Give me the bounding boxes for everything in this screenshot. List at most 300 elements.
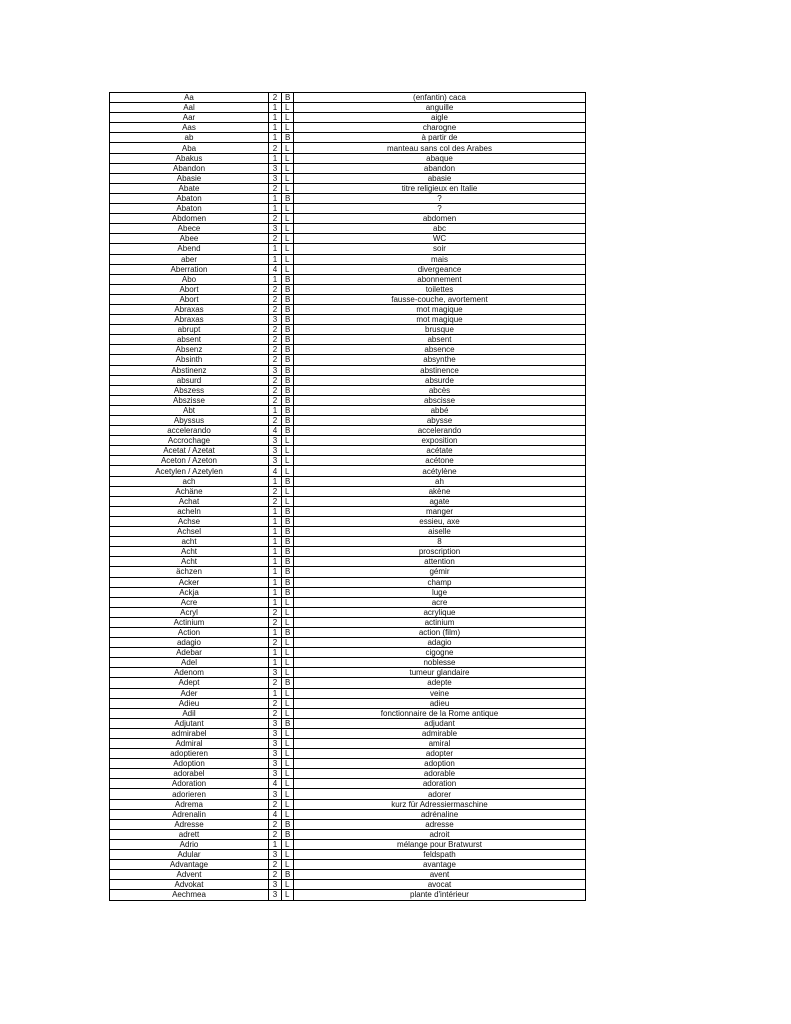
translation-cell: acétone <box>294 456 586 466</box>
word-cell: Abend <box>110 244 269 254</box>
type-cell: B <box>282 345 294 355</box>
type-cell: B <box>282 365 294 375</box>
table-row <box>110 294 586 304</box>
translation-cell: acétylène <box>294 466 586 476</box>
syllable-count-cell: 2 <box>269 860 282 870</box>
syllable-count-cell: 2 <box>269 708 282 718</box>
word-cell: accelerando <box>110 426 269 436</box>
type-cell: L <box>282 597 294 607</box>
type-cell: L <box>282 749 294 759</box>
syllable-count-cell: 2 <box>269 375 282 385</box>
syllable-count-cell: 1 <box>269 527 282 537</box>
syllable-count-cell: 2 <box>269 416 282 426</box>
syllable-count-cell: 3 <box>269 739 282 749</box>
table-row <box>110 143 586 153</box>
word-cell: absent <box>110 335 269 345</box>
word-cell: Aa <box>110 93 269 103</box>
translation-cell: brusque <box>294 325 586 335</box>
table-row <box>110 506 586 516</box>
type-cell: L <box>282 173 294 183</box>
translation-cell: essieu, axe <box>294 516 586 526</box>
table-row <box>110 416 586 426</box>
table-row <box>110 214 586 224</box>
word-cell: Achse <box>110 516 269 526</box>
word-cell: Ader <box>110 688 269 698</box>
table-row <box>110 446 586 456</box>
word-cell: Adept <box>110 678 269 688</box>
word-cell: Achat <box>110 496 269 506</box>
syllable-count-cell: 2 <box>269 183 282 193</box>
table-row <box>110 284 586 294</box>
word-cell: Acht <box>110 547 269 557</box>
syllable-count-cell: 1 <box>269 103 282 113</box>
translation-cell: à partir de <box>294 133 586 143</box>
vocabulary-table <box>109 92 586 901</box>
table-row <box>110 355 586 365</box>
table-row <box>110 698 586 708</box>
syllable-count-cell: 1 <box>269 254 282 264</box>
type-cell: L <box>282 890 294 900</box>
type-cell: L <box>282 204 294 214</box>
word-cell: adorabel <box>110 769 269 779</box>
table-row <box>110 254 586 264</box>
syllable-count-cell: 2 <box>269 93 282 103</box>
table-row <box>110 224 586 234</box>
syllable-count-cell: 1 <box>269 839 282 849</box>
syllable-count-cell: 1 <box>269 113 282 123</box>
word-cell: Achäne <box>110 486 269 496</box>
translation-cell: absurde <box>294 375 586 385</box>
type-cell: L <box>282 648 294 658</box>
word-cell: Adrio <box>110 839 269 849</box>
syllable-count-cell: 1 <box>269 627 282 637</box>
table-row <box>110 638 586 648</box>
type-cell: L <box>282 789 294 799</box>
translation-cell: abonnement <box>294 274 586 284</box>
translation-cell: mot magique <box>294 315 586 325</box>
word-cell: acheln <box>110 506 269 516</box>
translation-cell: avent <box>294 870 586 880</box>
word-cell: Adrenalin <box>110 809 269 819</box>
word-cell: Adoption <box>110 759 269 769</box>
syllable-count-cell: 3 <box>269 668 282 678</box>
word-cell: Advokat <box>110 880 269 890</box>
word-cell: Advent <box>110 870 269 880</box>
type-cell: B <box>282 193 294 203</box>
syllable-count-cell: 1 <box>269 597 282 607</box>
translation-cell: actinium <box>294 617 586 627</box>
syllable-count-cell: 1 <box>269 506 282 516</box>
syllable-count-cell: 1 <box>269 567 282 577</box>
type-cell: B <box>282 335 294 345</box>
translation-cell: adoration <box>294 779 586 789</box>
type-cell: L <box>282 446 294 456</box>
word-cell: Adjutant <box>110 718 269 728</box>
translation-cell: soir <box>294 244 586 254</box>
table-row <box>110 496 586 506</box>
translation-cell: plante d'intérieur <box>294 890 586 900</box>
type-cell: L <box>282 779 294 789</box>
syllable-count-cell: 3 <box>269 769 282 779</box>
syllable-count-cell: 3 <box>269 436 282 446</box>
word-cell: adorieren <box>110 789 269 799</box>
type-cell: B <box>282 718 294 728</box>
word-cell: Adoration <box>110 779 269 789</box>
word-cell: Aas <box>110 123 269 133</box>
type-cell: L <box>282 214 294 224</box>
syllable-count-cell: 2 <box>269 819 282 829</box>
table-row <box>110 809 586 819</box>
type-cell: B <box>282 870 294 880</box>
word-cell: ab <box>110 133 269 143</box>
syllable-count-cell: 3 <box>269 173 282 183</box>
translation-cell: noblesse <box>294 658 586 668</box>
syllable-count-cell: 2 <box>269 698 282 708</box>
syllable-count-cell: 3 <box>269 315 282 325</box>
word-cell: Abraxas <box>110 315 269 325</box>
syllable-count-cell: 1 <box>269 193 282 203</box>
translation-cell: anguille <box>294 103 586 113</box>
word-cell: adagio <box>110 638 269 648</box>
word-cell: Abakus <box>110 153 269 163</box>
translation-cell: fausse-couche, avortement <box>294 294 586 304</box>
translation-cell: avocat <box>294 880 586 890</box>
type-cell: L <box>282 466 294 476</box>
syllable-count-cell: 2 <box>269 294 282 304</box>
syllable-count-cell: 2 <box>269 335 282 345</box>
type-cell: L <box>282 264 294 274</box>
table-row <box>110 850 586 860</box>
type-cell: L <box>282 809 294 819</box>
word-cell: Acetat / Azetat <box>110 446 269 456</box>
table-row <box>110 708 586 718</box>
table-row <box>110 567 586 577</box>
translation-cell: abscisse <box>294 395 586 405</box>
word-cell: Adular <box>110 850 269 860</box>
translation-cell: abdomen <box>294 214 586 224</box>
word-cell: adrett <box>110 829 269 839</box>
word-cell: Abee <box>110 234 269 244</box>
syllable-count-cell: 2 <box>269 638 282 648</box>
word-cell: Acht <box>110 557 269 567</box>
translation-cell: abandon <box>294 163 586 173</box>
word-cell: Abstinenz <box>110 365 269 375</box>
syllable-count-cell: 2 <box>269 678 282 688</box>
translation-cell: abbé <box>294 405 586 415</box>
translation-cell: adrénaline <box>294 809 586 819</box>
syllable-count-cell: 1 <box>269 133 282 143</box>
translation-cell: acrylique <box>294 607 586 617</box>
translation-cell: ? <box>294 193 586 203</box>
type-cell: L <box>282 607 294 617</box>
table-row <box>110 123 586 133</box>
table-row <box>110 587 586 597</box>
syllable-count-cell: 1 <box>269 587 282 597</box>
table-row <box>110 678 586 688</box>
syllable-count-cell: 2 <box>269 214 282 224</box>
table-row <box>110 749 586 759</box>
translation-cell: accelerando <box>294 426 586 436</box>
translation-cell: adroit <box>294 829 586 839</box>
word-cell: adoptieren <box>110 749 269 759</box>
word-cell: Aceton / Azeton <box>110 456 269 466</box>
translation-cell: kurz für Adressiermaschine <box>294 799 586 809</box>
type-cell: B <box>282 325 294 335</box>
table-row <box>110 617 586 627</box>
word-cell: Adenom <box>110 668 269 678</box>
translation-cell: gémir <box>294 567 586 577</box>
table-row <box>110 577 586 587</box>
type-cell: L <box>282 698 294 708</box>
type-cell: B <box>282 395 294 405</box>
syllable-count-cell: 2 <box>269 496 282 506</box>
word-cell: Action <box>110 627 269 637</box>
type-cell: B <box>282 476 294 486</box>
type-cell: L <box>282 839 294 849</box>
word-cell: Abaton <box>110 204 269 214</box>
syllable-count-cell: 1 <box>269 123 282 133</box>
type-cell: B <box>282 567 294 577</box>
type-cell: B <box>282 304 294 314</box>
syllable-count-cell: 3 <box>269 163 282 173</box>
translation-cell: abaque <box>294 153 586 163</box>
table-row <box>110 163 586 173</box>
syllable-count-cell: 2 <box>269 325 282 335</box>
type-cell: L <box>282 153 294 163</box>
syllable-count-cell: 2 <box>269 304 282 314</box>
translation-cell: aigle <box>294 113 586 123</box>
translation-cell: action (film) <box>294 627 586 637</box>
word-cell: Abort <box>110 284 269 294</box>
word-cell: Advantage <box>110 860 269 870</box>
translation-cell: ? <box>294 204 586 214</box>
translation-cell: adorable <box>294 769 586 779</box>
syllable-count-cell: 2 <box>269 143 282 153</box>
type-cell: L <box>282 456 294 466</box>
syllable-count-cell: 3 <box>269 749 282 759</box>
translation-cell: divergeance <box>294 264 586 274</box>
translation-cell: luge <box>294 587 586 597</box>
syllable-count-cell: 4 <box>269 264 282 274</box>
type-cell: L <box>282 688 294 698</box>
table-row <box>110 183 586 193</box>
word-cell: absurd <box>110 375 269 385</box>
type-cell: B <box>282 506 294 516</box>
translation-cell: acétate <box>294 446 586 456</box>
table-row <box>110 173 586 183</box>
word-cell: Adebar <box>110 648 269 658</box>
word-cell: admirabel <box>110 728 269 738</box>
type-cell: B <box>282 516 294 526</box>
translation-cell: akène <box>294 486 586 496</box>
word-cell: Aberration <box>110 264 269 274</box>
translation-cell: mot magique <box>294 304 586 314</box>
translation-cell: manger <box>294 506 586 516</box>
translation-cell: proscription <box>294 547 586 557</box>
type-cell: L <box>282 496 294 506</box>
word-cell: acht <box>110 537 269 547</box>
syllable-count-cell: 2 <box>269 234 282 244</box>
syllable-count-cell: 1 <box>269 244 282 254</box>
table-row <box>110 426 586 436</box>
table-row <box>110 476 586 486</box>
translation-cell: titre religieux en Italie <box>294 183 586 193</box>
syllable-count-cell: 1 <box>269 153 282 163</box>
word-cell: Adel <box>110 658 269 668</box>
syllable-count-cell: 2 <box>269 829 282 839</box>
word-cell: Ackja <box>110 587 269 597</box>
type-cell: B <box>282 627 294 637</box>
syllable-count-cell: 2 <box>269 345 282 355</box>
syllable-count-cell: 3 <box>269 890 282 900</box>
word-cell: Adieu <box>110 698 269 708</box>
type-cell: B <box>282 315 294 325</box>
syllable-count-cell: 1 <box>269 577 282 587</box>
table-row <box>110 779 586 789</box>
table-row <box>110 607 586 617</box>
syllable-count-cell: 4 <box>269 809 282 819</box>
syllable-count-cell: 3 <box>269 446 282 456</box>
syllable-count-cell: 3 <box>269 850 282 860</box>
translation-cell: manteau sans col des Arabes <box>294 143 586 153</box>
word-cell: Adresse <box>110 819 269 829</box>
syllable-count-cell: 3 <box>269 456 282 466</box>
translation-cell: aiselle <box>294 527 586 537</box>
table-row <box>110 829 586 839</box>
table-row <box>110 365 586 375</box>
type-cell: L <box>282 486 294 496</box>
table-row <box>110 405 586 415</box>
translation-cell: fonctionnaire de la Rome antique <box>294 708 586 718</box>
syllable-count-cell: 2 <box>269 284 282 294</box>
type-cell: L <box>282 254 294 264</box>
translation-cell: feldspath <box>294 850 586 860</box>
syllable-count-cell: 3 <box>269 365 282 375</box>
table-row <box>110 274 586 284</box>
type-cell: L <box>282 759 294 769</box>
word-cell: Adil <box>110 708 269 718</box>
table-row <box>110 304 586 314</box>
word-cell: Abszisse <box>110 395 269 405</box>
table-row <box>110 839 586 849</box>
syllable-count-cell: 2 <box>269 395 282 405</box>
word-cell: Acetylen / Azetylen <box>110 466 269 476</box>
syllable-count-cell: 3 <box>269 759 282 769</box>
type-cell: L <box>282 668 294 678</box>
type-cell: L <box>282 708 294 718</box>
word-cell: Accrochage <box>110 436 269 446</box>
word-cell: Aar <box>110 113 269 123</box>
word-cell: Abate <box>110 183 269 193</box>
type-cell: L <box>282 113 294 123</box>
type-cell: L <box>282 617 294 627</box>
translation-cell: agate <box>294 496 586 506</box>
type-cell: B <box>282 405 294 415</box>
type-cell: L <box>282 224 294 234</box>
table-row <box>110 103 586 113</box>
table-row <box>110 516 586 526</box>
word-cell: Admiral <box>110 739 269 749</box>
table-row <box>110 728 586 738</box>
word-cell: aber <box>110 254 269 264</box>
table-row <box>110 799 586 809</box>
translation-cell: cigogne <box>294 648 586 658</box>
translation-cell: adorer <box>294 789 586 799</box>
table-row <box>110 264 586 274</box>
type-cell: B <box>282 678 294 688</box>
translation-cell: exposition <box>294 436 586 446</box>
type-cell: L <box>282 123 294 133</box>
type-cell: L <box>282 880 294 890</box>
table-row <box>110 204 586 214</box>
table-row <box>110 557 586 567</box>
table-row <box>110 597 586 607</box>
word-cell: Aal <box>110 103 269 113</box>
translation-cell: toilettes <box>294 284 586 294</box>
type-cell: B <box>282 355 294 365</box>
translation-cell: acre <box>294 597 586 607</box>
word-cell: abrupt <box>110 325 269 335</box>
type-cell: B <box>282 294 294 304</box>
syllable-count-cell: 1 <box>269 557 282 567</box>
syllable-count-cell: 3 <box>269 224 282 234</box>
table-row <box>110 133 586 143</box>
syllable-count-cell: 1 <box>269 405 282 415</box>
table-row <box>110 759 586 769</box>
table-row <box>110 466 586 476</box>
syllable-count-cell: 2 <box>269 870 282 880</box>
translation-cell: adieu <box>294 698 586 708</box>
translation-cell: adepte <box>294 678 586 688</box>
translation-cell: abc <box>294 224 586 234</box>
translation-cell: adagio <box>294 638 586 648</box>
syllable-count-cell: 1 <box>269 204 282 214</box>
translation-cell: veine <box>294 688 586 698</box>
table-row <box>110 244 586 254</box>
syllable-count-cell: 2 <box>269 385 282 395</box>
syllable-count-cell: 1 <box>269 547 282 557</box>
type-cell: B <box>282 587 294 597</box>
table-row <box>110 890 586 900</box>
translation-cell: abysse <box>294 416 586 426</box>
translation-cell: abcès <box>294 385 586 395</box>
translation-cell: absynthe <box>294 355 586 365</box>
table-row <box>110 648 586 658</box>
word-cell: Abasie <box>110 173 269 183</box>
translation-cell: adopter <box>294 749 586 759</box>
syllable-count-cell: 3 <box>269 728 282 738</box>
syllable-count-cell: 1 <box>269 537 282 547</box>
syllable-count-cell: 1 <box>269 476 282 486</box>
table-row <box>110 93 586 103</box>
table-row <box>110 234 586 244</box>
translation-cell: (enfantin) caca <box>413 93 466 103</box>
table-row <box>110 547 586 557</box>
translation-cell: absence <box>294 345 586 355</box>
table-row <box>110 395 586 405</box>
syllable-count-cell: 3 <box>269 880 282 890</box>
translation-cell: tumeur glandaire <box>294 668 586 678</box>
table-row <box>110 345 586 355</box>
type-cell: L <box>282 244 294 254</box>
syllable-count-cell: 3 <box>269 789 282 799</box>
translation-cell: avantage <box>294 860 586 870</box>
type-cell: L <box>282 143 294 153</box>
type-cell: L <box>282 638 294 648</box>
word-cell: Abdomen <box>110 214 269 224</box>
translation-cell: charogne <box>294 123 586 133</box>
word-cell: Absinth <box>110 355 269 365</box>
